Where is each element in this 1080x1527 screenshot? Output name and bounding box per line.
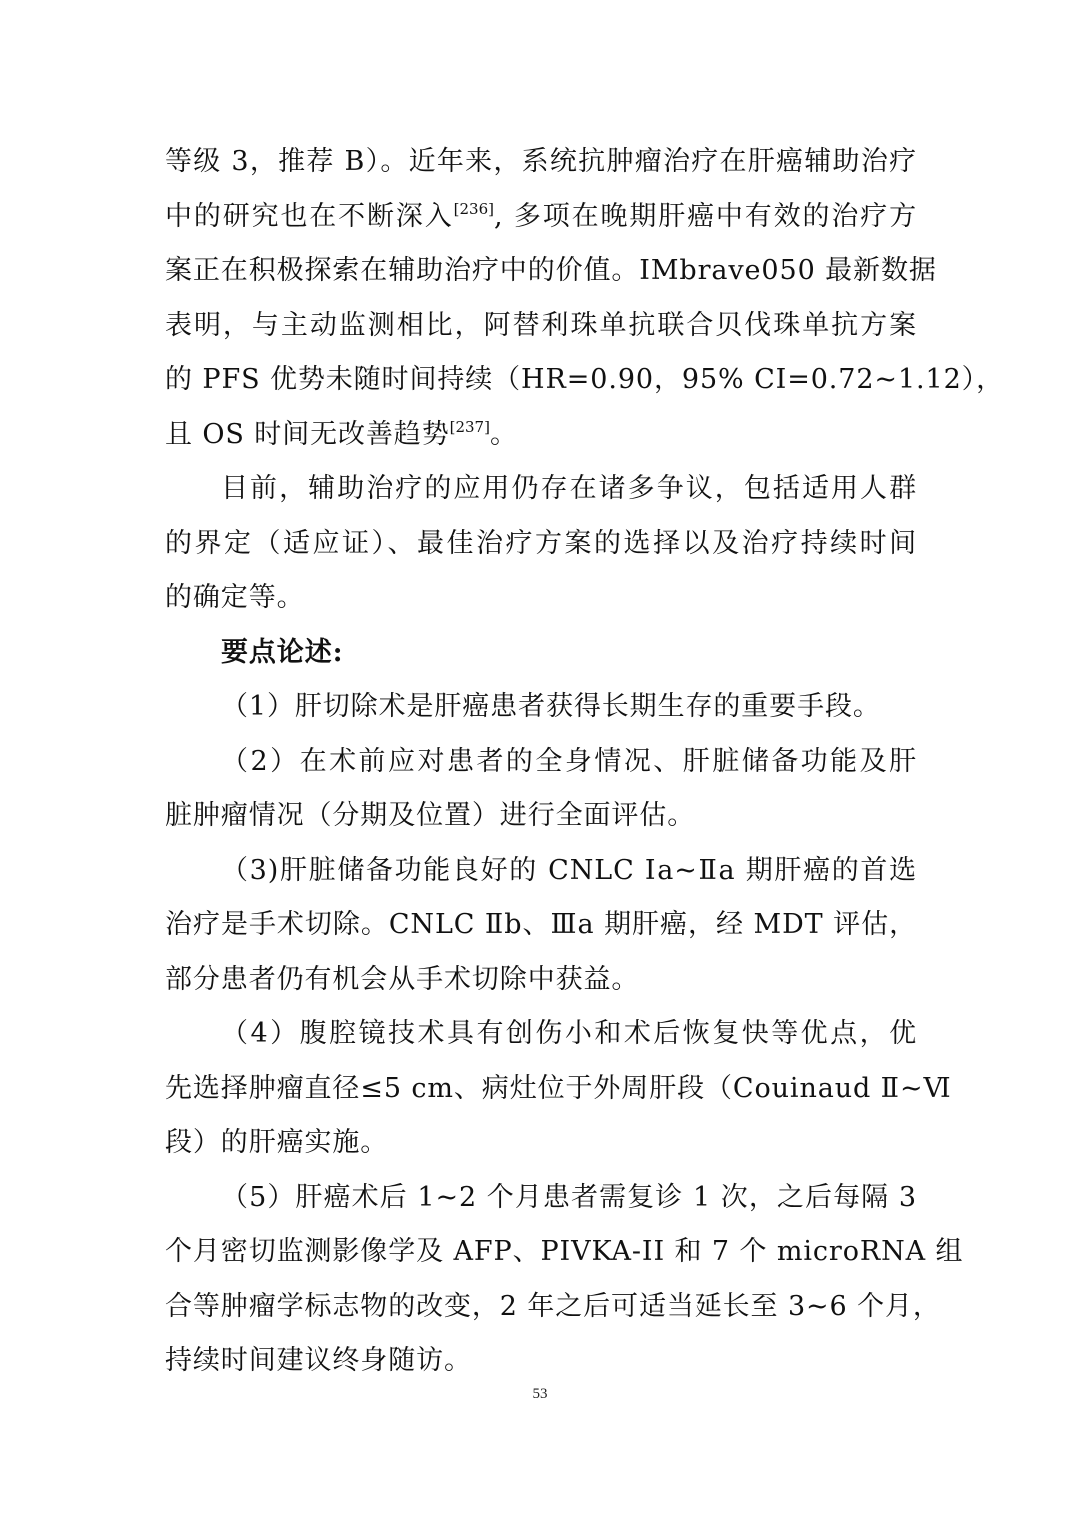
citation-ref: [237]	[449, 417, 490, 436]
body-text-line: 个月密切监测影像学及 AFP、PIVKA-II 和 7 个 microRNA 组	[165, 1236, 964, 1267]
key-point-3: （3)肝脏储备功能良好的 CNLC Ⅰa~Ⅱa 期肝癌的首选	[221, 854, 917, 886]
body-text-line: 的 PFS 优势未随时间持续（HR=0.90，95% CI=0.72~1.12），	[165, 364, 1004, 395]
body-text-line: 段）的肝癌实施。	[165, 1127, 389, 1158]
body-text-segment: 。	[489, 418, 518, 450]
key-point-4: （4）腹腔镜技术具有创伤小和术后恢复快等优点，优	[221, 1018, 917, 1049]
paragraph-first-line: 目前，辅助治疗的应用仍存在诸多争议，包括适用人群	[221, 473, 917, 504]
body-text-line: 案正在积极探索在辅助治疗中的价值。IMbrave050 最新数据	[165, 255, 937, 286]
body-text-segment: 且 OS 时间无改善趋势	[165, 418, 450, 450]
body-text-line: 部分患者仍有机会从手术切除中获益。	[165, 963, 640, 995]
body-text-line: 持续时间建议终身随访。	[165, 1345, 472, 1376]
body-text-line	[165, 408, 917, 463]
body-text-segment: 中的研究也在不断深入	[165, 200, 454, 232]
body-text-line: 脏肿瘤情况（分期及位置）进行全面评估。	[165, 800, 696, 831]
body-text-line: 的界定（适应证）、最佳治疗方案的选择以及治疗持续时间	[165, 527, 917, 559]
page-number: 53	[532, 1386, 548, 1402]
body-text-segment: , 多项在晚期肝癌中有效的治疗方	[493, 200, 917, 232]
section-heading: 要点论述:	[221, 636, 344, 668]
key-point-1: （1）肝切除术是肝癌患者获得长期生存的重要手段。	[221, 691, 881, 722]
body-text-line: 治疗是手术切除。CNLC Ⅱb、Ⅲa 期肝癌，经 MDT 评估，	[165, 909, 917, 940]
body-text-line: 表明，与主动监测相比，阿替利珠单抗联合贝伐珠单抗方案	[165, 309, 917, 341]
body-text-line: 先选择肿瘤直径≤5 cm、病灶位于外周肝段（Couinaud Ⅱ~Ⅵ	[165, 1072, 952, 1104]
key-point-5: （5）肝癌术后 1~2 个月患者需复诊 1 次，之后每隔 3	[221, 1181, 917, 1213]
body-text-line	[165, 190, 917, 245]
key-point-2: （2）在术前应对患者的全身情况、肝脏储备功能及肝	[221, 745, 917, 777]
body-text-line: 的确定等。	[165, 582, 305, 613]
document-body	[165, 135, 1004, 1389]
body-text-line: 等级 3，推荐 B）。近年来，系统抗肿瘤治疗在肝癌辅助治疗	[165, 146, 917, 177]
body-text-line: 合等肿瘤学标志物的改变，2 年之后可适当延长至 3~6 个月，	[165, 1290, 941, 1322]
citation-ref: [236]	[453, 199, 494, 218]
